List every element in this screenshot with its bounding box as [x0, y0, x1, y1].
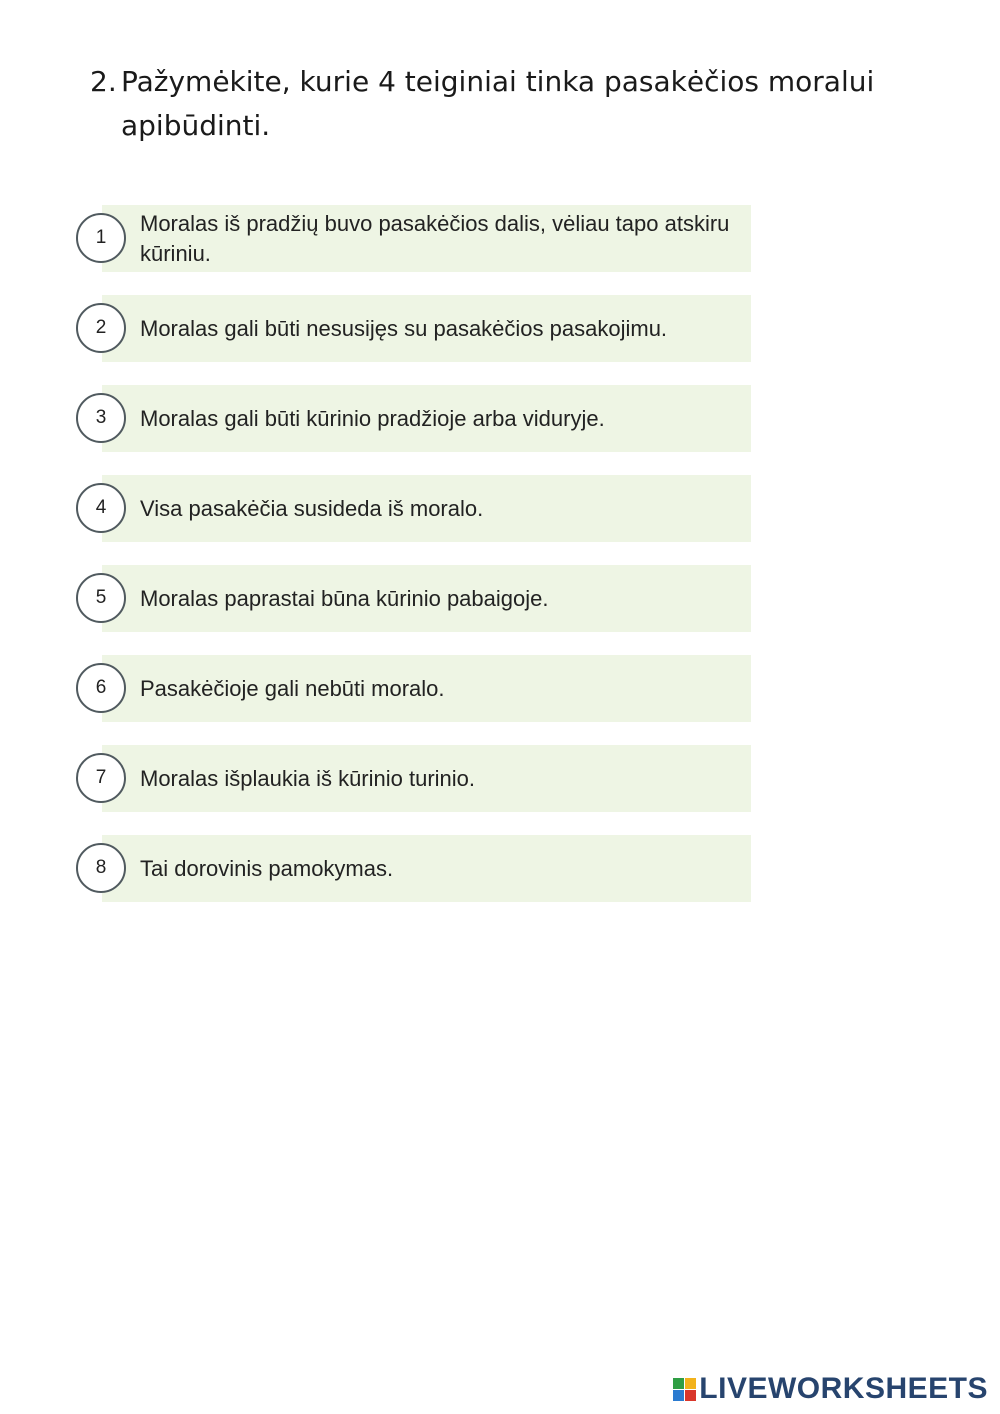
liveworksheets-logo-icon	[673, 1378, 696, 1401]
question-number: 2.	[90, 65, 117, 98]
option-2-text: Moralas gali būti nesusijęs su pasakėčios pasakojimu.	[140, 315, 668, 341]
option-4-select-circle[interactable]: 4	[76, 483, 126, 533]
option-6-text: Pasakėčioje gali nebūti moralo.	[140, 675, 445, 701]
option-7	[75, 745, 755, 812]
question-text: Pažymėkite, kurie 4 teiginiai tinka pasakėčios moralui apibūdinti.	[121, 65, 875, 142]
option-5	[75, 565, 755, 632]
liveworksheets-logo-text: LIVEWORKSHEETS	[699, 1372, 988, 1405]
option-2-select-circle[interactable]: 2	[76, 303, 126, 353]
question	[90, 60, 890, 148]
option-1	[75, 205, 755, 272]
option-8-text: Tai dorovinis pamokymas.	[140, 855, 394, 881]
option-7-select-circle[interactable]: 7	[76, 753, 126, 803]
options-list	[75, 205, 755, 925]
option-6	[75, 655, 755, 722]
option-5-text: Moralas paprastai būna kūrinio pabaigoje.	[140, 585, 549, 611]
option-6-select-circle[interactable]: 6	[76, 663, 126, 713]
logo-square-yellow	[685, 1378, 696, 1389]
option-7-text: Moralas išplaukia iš kūrinio turinio.	[140, 765, 476, 791]
option-2	[75, 295, 755, 362]
liveworksheets-logo	[673, 1372, 988, 1406]
option-4	[75, 475, 755, 542]
option-1-text: Moralas iš pradžių buvo pasakėčios dalis, vėliau tapo atskiru kūriniu.	[140, 211, 730, 266]
option-8	[75, 835, 755, 902]
option-3-select-circle[interactable]: 3	[76, 393, 126, 443]
logo-square-red	[685, 1390, 696, 1401]
option-1-select-circle[interactable]: 1	[76, 213, 126, 263]
logo-square-blue	[673, 1390, 684, 1401]
option-4-text: Visa pasakėčia susideda iš moralo.	[140, 495, 484, 521]
option-5-select-circle[interactable]: 5	[76, 573, 126, 623]
option-3	[75, 385, 755, 452]
option-8-select-circle[interactable]: 8	[76, 843, 126, 893]
option-3-text: Moralas gali būti kūrinio pradžioje arba viduryje.	[140, 405, 605, 431]
logo-square-green	[673, 1378, 684, 1389]
